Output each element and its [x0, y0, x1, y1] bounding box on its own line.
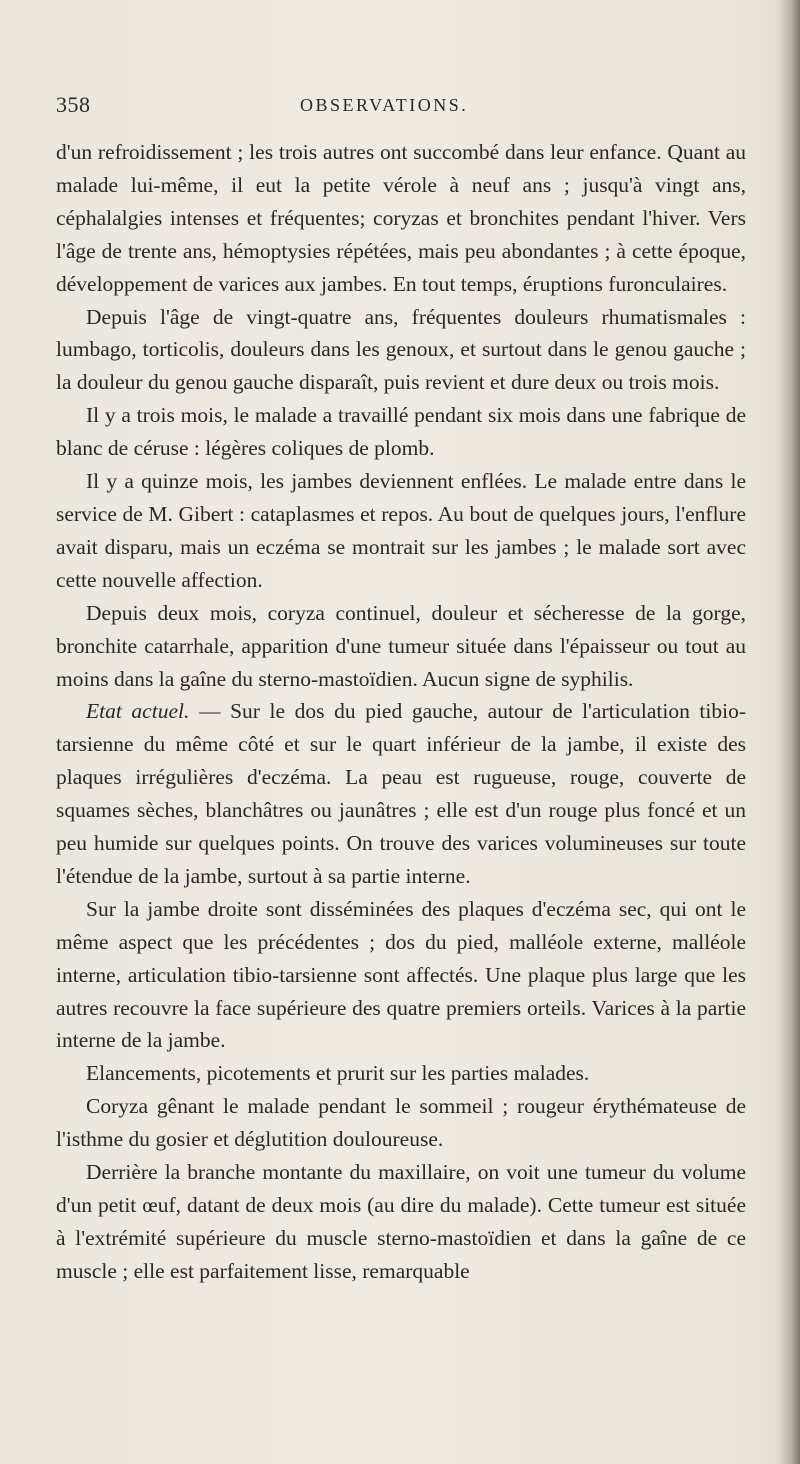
paragraph-5: Depuis deux mois, coryza continuel, douleur et sécheresse de la gorge, bronchite catarrhale, apparition d'une tumeur située dans l'épaisseur ou tout au moins dans la gaîne du sterno-mastoïdien. Aucun signe de syphilis.: [56, 600, 746, 691]
page-edge-shadow: [778, 0, 800, 1464]
page-header: [56, 92, 736, 124]
paragraph-7: Sur la jambe droite sont disséminées des plaques d'eczéma sec, qui ont le même aspect que les précédentes ; dos du pied, malléole externe, malléole interne, articulation tibio-tarsienne sont affectés. Une plaque plus large que les autres recouvre la face supérieure des quatre premiers orteils. Varices à la partie interne de la jambe.: [56, 896, 746, 1053]
paragraph-3: Il y a trois mois, le malade a travaillé pendant six mois dans une fabrique de blanc de céruse : légères coliques de plomb.: [56, 403, 746, 461]
paragraph-9: Coryza gênant le malade pendant le sommeil ; rougeur érythémateuse de l'isthme du gosier et déglutition douloureuse.: [56, 1094, 746, 1152]
paragraph-1: d'un refroidissement ; les trois autres ont succombé dans leur enfance. Quant au malade lui-même, il eut la petite vérole à neuf ans ; jusqu'à vingt ans, céphalalgies intenses et fréquentes; coryzas et bronchites pendant l'hiver. Vers l'âge de trente ans, hémoptysies répétées, mais peu abondantes ; à cette époque, développement de varices aux jambes. En tout temps, éruptions furonculaires.: [56, 140, 746, 296]
body-text: [56, 136, 746, 1288]
paragraph-4: Il y a quinze mois, les jambes deviennent enflées. Le malade entre dans le service de M. Gibert : cataplasmes et repos. Au bout de quelques jours, l'enflure avait disparu, mais un eczéma se montrait sur les jambes ; le malade sort avec cette nouvelle affection.: [56, 469, 746, 592]
running-head: OBSERVATIONS.: [300, 95, 469, 115]
page-number: 358: [56, 92, 91, 117]
paragraph-8: Elancements, picotements et prurit sur les parties malades.: [86, 1061, 590, 1086]
paragraph-etat-actuel: [56, 695, 746, 892]
etat-actuel-text: Sur le dos du pied gauche, autour de l'articulation tibio-tarsienne du même côté et sur le quart inférieur de la jambe, il existe des plaques irrégulières d'eczéma. La peau est rugueuse, rouge, couverte de squames sèches, blanchâtres ou jaunâtres ; elle est d'un rouge plus foncé et un peu humide sur quelques points. On trouve des varices volumineuses sur toute l'étendue de la jambe, surtout à sa partie interne.: [56, 699, 747, 888]
etat-actuel-label: Etat actuel.: [86, 699, 190, 724]
paragraph-2: Depuis l'âge de vingt-quatre ans, fréquentes douleurs rhumatismales : lumbago, torticolis, douleurs dans les genoux, et surtout dans le genou gauche ; la douleur du genou gauche disparaît, puis revient et dure deux ou trois mois.: [56, 304, 746, 395]
etat-actuel-dash: —: [198, 699, 231, 724]
paragraph-10: Derrière la branche montante du maxillaire, on voit une tumeur du volume d'un petit œuf, datant de deux mois (au dire du malade). Cette tumeur est située à l'extrémité supérieure du muscle sterno-mastoïdien et dans la gaîne de ce muscle ; elle est parfaitement lisse, remarquable: [56, 1160, 746, 1283]
